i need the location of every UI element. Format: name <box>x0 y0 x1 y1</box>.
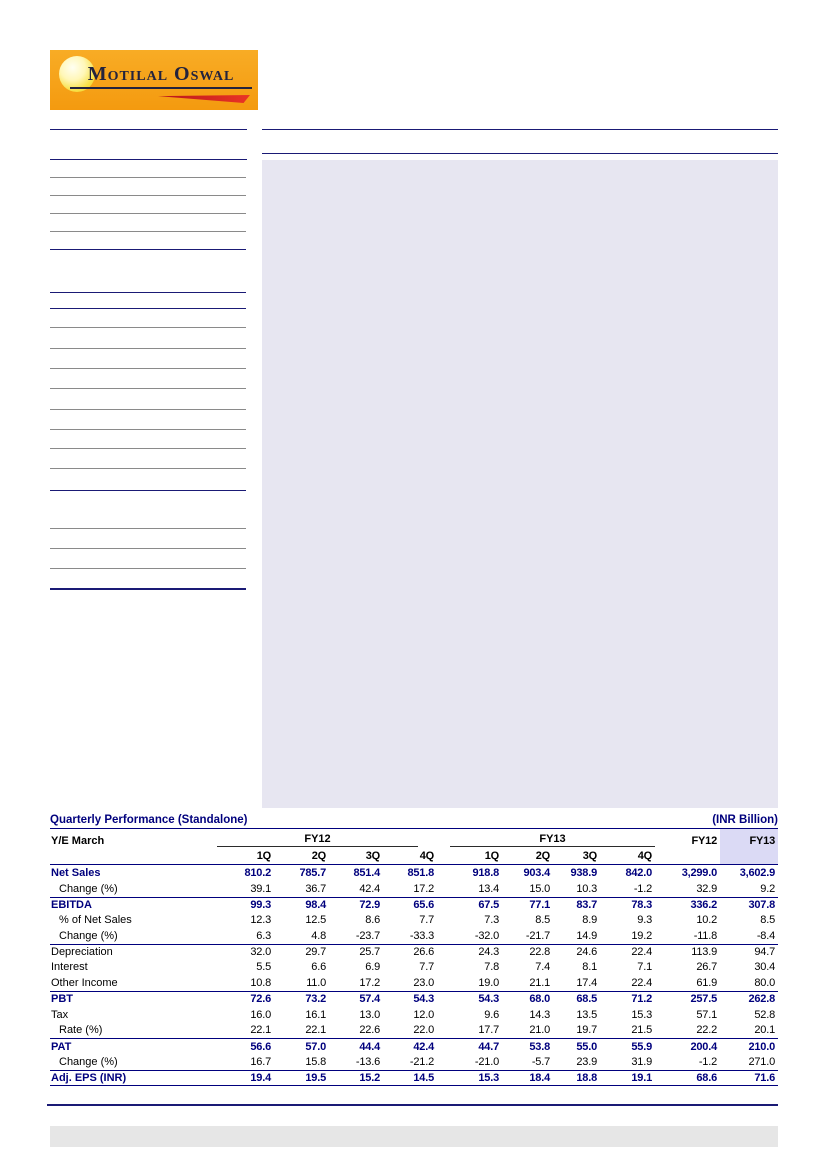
table-cell: 14.9 <box>576 929 597 942</box>
table-cell: 336.2 <box>690 898 717 911</box>
table-cell: -1.2 <box>698 1055 717 1068</box>
table-cell: 53.8 <box>529 1040 550 1053</box>
redacted-line <box>50 231 246 232</box>
table-cell: 26.7 <box>696 961 717 974</box>
table-cell: 21.1 <box>529 977 550 990</box>
table-cell: 68.0 <box>529 993 550 1006</box>
table-cell: 210.0 <box>748 1040 775 1053</box>
table-cell: 72.6 <box>250 993 271 1006</box>
table-cell: 7.4 <box>535 961 550 974</box>
redacted-line <box>262 153 778 155</box>
table-cell: 99.3 <box>250 898 271 911</box>
table-cell: 9.2 <box>760 882 775 895</box>
table-cell: -32.0 <box>474 929 499 942</box>
table-cell: 80.0 <box>754 977 775 990</box>
table-cell: 7.3 <box>484 914 499 927</box>
quarter-header: 3Q <box>582 850 597 862</box>
table-cell: 32.0 <box>250 946 271 959</box>
redacted-line <box>50 468 246 469</box>
table-cell: 31.9 <box>631 1055 652 1068</box>
annual-fy12-header: FY12 <box>691 835 717 847</box>
table-cell: 19.5 <box>305 1071 326 1084</box>
table-cell: 55.9 <box>631 1040 652 1053</box>
table-cell: 55.0 <box>576 1040 597 1053</box>
quarter-header: 4Q <box>637 850 652 862</box>
redacted-line <box>50 429 246 430</box>
ye-march-label: Y/E March <box>51 835 105 847</box>
table-cell: 8.9 <box>582 914 597 927</box>
table-cell: 16.0 <box>250 1008 271 1021</box>
table-row <box>50 1023 778 1039</box>
table-cell: 13.5 <box>576 1008 597 1021</box>
row-label: Change (%) <box>59 929 118 942</box>
table-row <box>50 897 778 913</box>
table-cell: 19.4 <box>250 1071 271 1084</box>
table-cell: 19.0 <box>478 977 499 990</box>
table-cell: 6.9 <box>365 961 380 974</box>
table-cell: -33.3 <box>409 929 434 942</box>
table-cell: 307.8 <box>748 898 775 911</box>
redacted-line <box>50 548 246 549</box>
row-label: PBT <box>51 993 73 1006</box>
table-cell: 8.5 <box>535 914 550 927</box>
swoosh-icon <box>158 95 250 103</box>
table-cell: 200.4 <box>690 1040 717 1053</box>
redacted-line <box>50 409 246 410</box>
table-cell: 13.4 <box>478 882 499 895</box>
table-cell: 77.1 <box>529 898 550 911</box>
group-fy13-label: FY13 <box>450 829 655 847</box>
table-cell: 22.8 <box>529 946 550 959</box>
table-cell: 73.2 <box>305 993 326 1006</box>
table-cell: 68.5 <box>576 993 597 1006</box>
table-cell: 851.8 <box>407 866 434 879</box>
table-cell: 262.8 <box>748 993 775 1006</box>
table-cell: 32.9 <box>696 882 717 895</box>
redacted-line <box>50 368 246 369</box>
redacted-line <box>50 388 246 389</box>
table-cell: 21.0 <box>529 1024 550 1037</box>
table-cell: 3,602.9 <box>739 866 775 879</box>
table-cell: 810.2 <box>244 866 271 879</box>
table-cell: 16.1 <box>305 1008 326 1021</box>
table-cell: -5.7 <box>531 1055 550 1068</box>
table-cell: 17.2 <box>413 882 434 895</box>
row-label: Net Sales <box>51 866 101 879</box>
table-cell: 8.6 <box>365 914 380 927</box>
logo-brand-text: Motilal Oswal <box>70 63 252 89</box>
table-cell: 54.3 <box>413 993 434 1006</box>
table-cell: 842.0 <box>625 866 652 879</box>
table-cell: 14.5 <box>413 1071 434 1084</box>
table-cell: 24.6 <box>576 946 597 959</box>
table-cell: -11.8 <box>693 929 717 942</box>
table-row <box>50 912 778 928</box>
table-row <box>50 1070 778 1086</box>
table-cell: 22.6 <box>359 1024 380 1037</box>
table-cell: 12.0 <box>413 1008 434 1021</box>
redacted-line <box>50 195 246 196</box>
table-cell: 5.5 <box>256 961 271 974</box>
row-label: PAT <box>51 1040 72 1053</box>
motilal-oswal-logo <box>50 50 258 110</box>
table-cell: 918.8 <box>472 866 499 879</box>
redacted-line <box>50 348 246 349</box>
table-cell: 29.7 <box>305 946 326 959</box>
table-cell: 15.3 <box>631 1008 652 1021</box>
table-cell: 44.4 <box>359 1040 380 1053</box>
table-cell: 65.6 <box>413 898 434 911</box>
content-panel <box>262 160 778 808</box>
table-cell: 3,299.0 <box>681 866 717 879</box>
table-group-header-row <box>50 829 778 848</box>
row-label: % of Net Sales <box>59 914 132 927</box>
table-cell: 785.7 <box>299 866 326 879</box>
table-cell: 10.3 <box>576 882 597 895</box>
table-cell: 22.2 <box>696 1024 717 1037</box>
quarter-header: 2Q <box>311 850 326 862</box>
table-body <box>50 865 778 1086</box>
table-cell: 7.1 <box>637 961 652 974</box>
table-row <box>50 944 778 960</box>
table-row <box>50 975 778 991</box>
table-cell: 271.0 <box>748 1055 775 1068</box>
row-label: EBITDA <box>51 898 92 911</box>
table-cell: 18.8 <box>576 1071 597 1084</box>
table-cell: 113.9 <box>691 946 717 959</box>
table-cell: 14.3 <box>529 1008 550 1021</box>
table-cell: 19.7 <box>576 1024 597 1037</box>
table-cell: 15.3 <box>478 1071 499 1084</box>
table-cell: 8.5 <box>760 914 775 927</box>
table-unit-label: (INR Billion) <box>712 814 778 826</box>
table-cell: 15.0 <box>529 882 550 895</box>
table-title: Quarterly Performance (Standalone) <box>50 814 248 826</box>
table-cell: -8.4 <box>756 929 775 942</box>
table-cell: 94.7 <box>754 946 775 959</box>
table-cell: 7.7 <box>419 914 434 927</box>
redacted-line <box>47 1104 778 1106</box>
table-cell: 22.1 <box>305 1024 326 1037</box>
table-cell: 30.4 <box>754 961 775 974</box>
table-cell: 11.0 <box>306 977 326 990</box>
table-cell: 68.6 <box>696 1071 717 1084</box>
table-cell: 903.4 <box>523 866 550 879</box>
table-cell: -13.6 <box>355 1055 380 1068</box>
table-cell <box>720 848 778 864</box>
table-cell: 23.9 <box>576 1055 597 1068</box>
row-label: Change (%) <box>59 1055 118 1068</box>
redacted-line <box>50 213 246 214</box>
redacted-line <box>50 308 246 310</box>
table-row <box>50 960 778 976</box>
table-cell: 71.6 <box>754 1071 775 1084</box>
quarter-header: 2Q <box>535 850 550 862</box>
table-title-row <box>50 812 778 829</box>
table-row <box>50 1054 778 1070</box>
table-row <box>50 928 778 944</box>
table-cell: 36.7 <box>305 882 326 895</box>
row-label: Depreciation <box>51 946 113 959</box>
table-cell: 42.4 <box>359 882 380 895</box>
table-cell: 7.7 <box>419 961 434 974</box>
table-cell: 22.4 <box>631 946 652 959</box>
redacted-line <box>50 159 247 161</box>
table-cell: 12.5 <box>305 914 326 927</box>
table-cell: -21.0 <box>474 1055 499 1068</box>
group-fy12-label: FY12 <box>217 829 418 847</box>
table-cell: 19.1 <box>631 1071 652 1084</box>
table-cell: 78.3 <box>631 898 652 911</box>
quarter-header: 4Q <box>419 850 434 862</box>
table-cell: 26.6 <box>413 946 434 959</box>
table-cell: 24.3 <box>478 946 499 959</box>
redacted-line <box>50 129 247 131</box>
quarter-header-row <box>50 848 778 865</box>
table-cell: 71.2 <box>631 993 652 1006</box>
table-row <box>50 1007 778 1023</box>
table-cell: 6.6 <box>311 961 326 974</box>
table-row <box>50 865 778 881</box>
table-cell: 22.4 <box>631 977 652 990</box>
table-cell: 17.4 <box>576 977 597 990</box>
table-row <box>50 881 778 897</box>
table-cell: -23.7 <box>355 929 380 942</box>
row-label: Change (%) <box>59 882 118 895</box>
redacted-line <box>262 129 778 131</box>
quarter-header: 3Q <box>365 850 380 862</box>
redacted-line <box>50 528 246 529</box>
table-cell: 16.7 <box>250 1055 271 1068</box>
table-cell: 15.2 <box>359 1071 380 1084</box>
row-label: Other Income <box>51 977 118 990</box>
table-cell: 938.9 <box>570 866 597 879</box>
table-cell: 57.4 <box>359 993 380 1006</box>
table-cell <box>50 848 212 864</box>
table-cell: 19.2 <box>631 929 652 942</box>
table-cell: 72.9 <box>359 898 380 911</box>
table-cell: 61.9 <box>696 977 717 990</box>
table-cell: 67.5 <box>478 898 499 911</box>
table-cell: -21.2 <box>409 1055 434 1068</box>
quarter-header: 1Q <box>484 850 499 862</box>
table-cell: 22.0 <box>413 1024 434 1037</box>
redacted-line <box>50 327 246 328</box>
table-cell: 9.6 <box>484 1008 499 1021</box>
table-cell: 83.7 <box>576 898 597 911</box>
table-cell: 18.4 <box>529 1071 550 1084</box>
table-cell: 257.5 <box>690 993 717 1006</box>
table-cell: 22.1 <box>250 1024 271 1037</box>
group-fy13 <box>437 829 655 848</box>
table-cell: 52.8 <box>754 1008 775 1021</box>
table-cell: -21.7 <box>525 929 550 942</box>
redacted-line <box>50 292 246 294</box>
redacted-line <box>50 588 246 590</box>
table-cell: 54.3 <box>478 993 499 1006</box>
quarterly-performance-table <box>50 812 778 1086</box>
table-cell: 23.0 <box>413 977 434 990</box>
table-cell: 25.7 <box>359 946 380 959</box>
table-cell: 7.8 <box>484 961 499 974</box>
table-cell: 56.6 <box>250 1040 271 1053</box>
redacted-line <box>50 448 246 449</box>
quarter-header: 1Q <box>256 850 271 862</box>
table-cell: 851.4 <box>353 866 380 879</box>
table-cell: 9.3 <box>637 914 652 927</box>
table-cell: 21.5 <box>631 1024 652 1037</box>
table-cell: 44.7 <box>478 1040 499 1053</box>
redacted-line <box>50 249 246 251</box>
bottom-gray-bar <box>50 1126 778 1147</box>
table-cell: 10.8 <box>250 977 271 990</box>
table-cell: 39.1 <box>250 882 271 895</box>
table-cell: 42.4 <box>413 1040 434 1053</box>
table-cell: 17.7 <box>478 1024 499 1037</box>
row-label: Adj. EPS (INR) <box>51 1071 127 1084</box>
table-cell: 12.3 <box>250 914 271 927</box>
table-row <box>50 991 778 1007</box>
row-label: Tax <box>51 1008 69 1021</box>
table-cell: 8.1 <box>582 961 597 974</box>
row-label: Rate (%) <box>59 1024 103 1037</box>
redacted-line <box>50 490 246 492</box>
annual-fy13-header: FY13 <box>720 829 778 848</box>
table-cell: 98.4 <box>305 898 326 911</box>
table-row <box>50 1038 778 1054</box>
table-cell: 57.0 <box>305 1040 326 1053</box>
table-cell: 15.8 <box>305 1055 326 1068</box>
table-cell: 13.0 <box>359 1008 380 1021</box>
table-cell: 20.1 <box>754 1024 775 1037</box>
redacted-line <box>50 568 246 569</box>
table-cell: 17.2 <box>359 977 380 990</box>
redacted-line <box>50 177 246 178</box>
table-cell <box>655 848 720 864</box>
group-fy12 <box>212 829 437 848</box>
table-cell: 6.3 <box>256 929 271 942</box>
row-label: Interest <box>51 961 88 974</box>
table-cell: -1.2 <box>633 882 652 895</box>
table-cell: 57.1 <box>696 1008 717 1021</box>
table-cell: 4.8 <box>311 929 326 942</box>
table-cell: 10.2 <box>696 914 717 927</box>
